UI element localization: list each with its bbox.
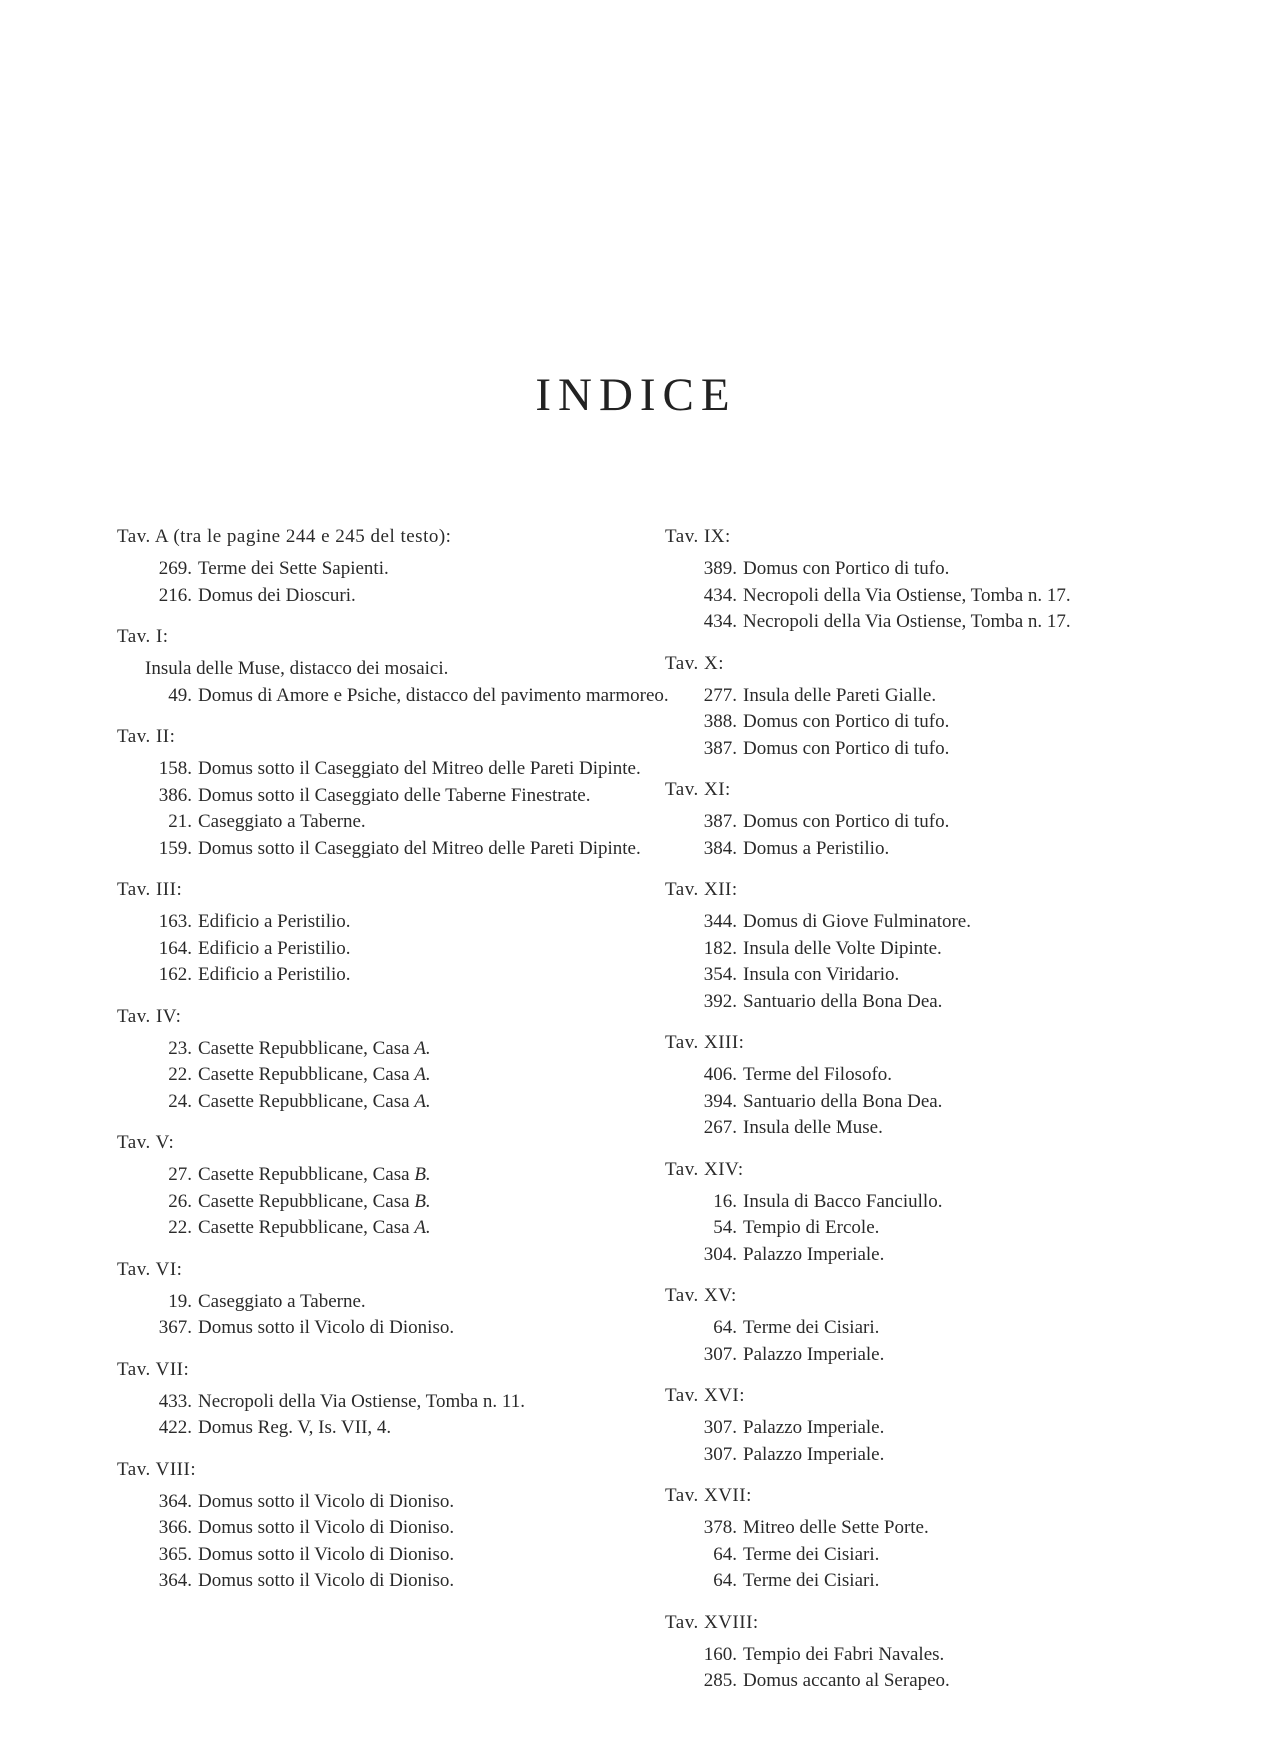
index-section [665,1610,1165,1695]
index-column-right [665,524,1165,1710]
plate-heading: Tav. VIII: [117,1458,197,1480]
figure-number: 367. [158,1317,192,1338]
entry-text [743,911,971,932]
index-column-left [117,524,669,1610]
entry-italic-letter: B. [414,1190,431,1212]
index-section [665,1483,1165,1595]
entry-label: Domus accanto al Serapeo. [743,1670,950,1691]
figure-number: 388. [703,711,737,732]
index-entry [665,609,1165,636]
index-entry [665,809,1165,836]
entry-label: Caseggiato a Taberne. [198,1290,366,1312]
entry-text [743,1217,879,1238]
entry-label: Necropoli della Via Ostiense, Tomba n. 17. [743,584,1071,606]
entry-label: Domus Reg. V, Is. VII, 4. [198,1417,392,1438]
figure-number: 307. [703,1417,737,1438]
plate-heading: Tav. A (tra le pagine 244 e 245 del testo): [117,526,452,547]
plate-heading: Tav. VII: [117,1358,190,1380]
entry-text [198,685,669,706]
index-entry [665,556,1165,583]
entry-text [743,1344,884,1365]
index-entry [117,1162,642,1189]
index-entry [117,1189,642,1216]
index-entry [117,756,642,783]
figure-number: 160. [703,1643,737,1665]
index-entry [117,1389,642,1416]
entry-text [145,658,448,679]
figure-number: 54. [713,1217,737,1238]
index-entry [665,1242,1165,1269]
figure-number: 22. [168,1217,192,1238]
index-entry [665,936,1165,963]
entry-text [198,1317,454,1338]
index-entry [665,1115,1165,1142]
index-section [117,1357,642,1442]
figure-number: 19. [168,1290,192,1312]
figure-number: 158. [158,758,192,779]
index-entry [665,1089,1165,1116]
entry-label: Edificio a Peristilio. [198,964,351,985]
index-entry [665,736,1165,763]
plate-heading: Tav. III: [117,879,183,900]
entry-italic-letter: A. [414,1090,431,1112]
index-entry [665,683,1165,710]
entry-label: Domus sotto il Vicolo di Dioniso. [198,1490,455,1512]
figure-number: 434. [703,584,737,606]
figure-number: 389. [703,558,737,579]
entry-label: Casette Repubblicane, Casa [198,1064,415,1085]
figure-number: 22. [168,1064,192,1085]
figure-number: 344. [703,911,737,932]
index-section [117,1257,642,1342]
entry-label: Mitreo delle Sette Porte. [743,1517,929,1538]
entry-label: Terme del Filosofo. [743,1064,893,1085]
entry-label: Palazzo Imperiale. [743,1243,885,1265]
figure-number: 285. [703,1670,737,1691]
entry-label: Edificio a Peristilio. [198,937,351,959]
figure-number: 162. [158,964,192,985]
entry-text [743,1117,883,1138]
figure-number: 23. [168,1037,192,1059]
entry-label: Domus sotto il Caseggiato del Mitreo delle Pareti Dipinte. [198,758,641,779]
figure-number: 64. [713,1543,737,1565]
figure-number: 422. [158,1417,192,1438]
entry-text [198,1291,366,1312]
entry-text [743,1544,879,1565]
entry-text [198,811,366,832]
entry-label: Domus di Amore e Psiche, distacco del pavimento marmoreo. [198,684,669,706]
index-entry [665,583,1165,610]
figure-number: 307. [703,1343,737,1365]
entry-text [198,1164,431,1185]
plate-heading: Tav. II: [117,726,176,747]
entry-label: Domus di Giove Fulminatore. [743,911,971,932]
index-section [117,624,669,709]
figure-number: 364. [158,1570,192,1591]
index-section [665,1157,1165,1269]
figure-number: 304. [703,1243,737,1265]
entry-label: Domus sotto il Vicolo di Dioniso. [198,1517,455,1538]
entry-text [743,1244,884,1265]
entry-label: Insula delle Volte Dipinte. [743,937,942,959]
entry-text [743,711,949,732]
figure-number: 364. [158,1490,192,1512]
index-section [117,1130,642,1242]
index-section [665,1283,1165,1368]
index-entry [665,1215,1165,1242]
figure-number: 26. [168,1190,192,1212]
index-section [117,1457,642,1595]
index-entry [665,1189,1165,1216]
entry-label: Domus con Portico di tufo. [743,711,950,732]
entry-text [743,1064,892,1085]
index-entry [665,1542,1165,1569]
index-entry [665,709,1165,736]
entry-text [743,991,942,1012]
entry-label: Tempio di Ercole. [743,1217,880,1238]
entry-label: Terme dei Cisiari. [743,1570,880,1591]
figure-number: 392. [703,990,737,1012]
plate-heading: Tav. XVII: [665,1485,752,1506]
plate-heading: Tav. XII: [665,879,738,900]
index-entry [117,556,642,583]
index-entry [665,1315,1165,1342]
entry-text [198,838,641,859]
figure-number: 24. [168,1090,192,1112]
figure-number: 182. [703,937,737,959]
plate-heading: Tav. XIV: [665,1158,744,1180]
entry-italic-letter: B. [414,1164,431,1185]
index-entry [665,1415,1165,1442]
entry-label: Tempio dei Fabri Navales. [743,1643,945,1665]
entry-label: Domus con Portico di tufo. [743,558,950,579]
entry-label: Domus con Portico di tufo. [743,737,950,759]
figure-number: 384. [703,837,737,859]
entry-label: Necropoli della Via Ostiense, Tomba n. 11. [198,1390,525,1412]
index-entry [117,1089,642,1116]
index-entry [117,1489,642,1516]
entry-italic-letter: A. [414,1064,431,1085]
entry-label: Casette Repubblicane, Casa [198,1090,415,1112]
index-entry [117,583,642,610]
index-entry [117,683,669,710]
entry-label: Terme dei Cisiari. [743,1543,880,1565]
page-title: INDICE [535,369,737,421]
entry-text [743,1417,884,1438]
entry-label: Terme dei Sette Sapienti. [198,558,389,579]
figure-number: 365. [158,1543,192,1565]
entry-text [743,1091,942,1112]
plate-heading: Tav. I: [117,626,169,647]
figure-number: 163. [158,911,192,932]
figure-number: 386. [158,784,192,806]
index-entry [665,1442,1165,1469]
entry-label: Casette Repubblicane, Casa [198,1164,415,1185]
entry-italic-letter: A. [414,1217,431,1238]
entry-label: Domus sotto il Caseggiato del Mitreo delle Pareti Dipinte. [198,837,641,859]
figure-number: 216. [158,584,192,606]
index-section [117,877,642,989]
entry-label: Edificio a Peristilio. [198,911,351,932]
entry-label: Palazzo Imperiale. [743,1443,885,1465]
entry-label: Terme dei Cisiari. [743,1317,880,1338]
figure-number: 394. [703,1090,737,1112]
plate-heading: Tav. VI: [117,1258,183,1280]
index-entry [665,1568,1165,1595]
plate-heading: Tav. XVI: [665,1385,746,1406]
index-entry [665,1515,1165,1542]
entry-text [743,685,936,706]
figure-number: 406. [703,1064,737,1085]
figure-number: 354. [703,964,737,985]
index-entry [117,1289,642,1316]
entry-label: Domus sotto il Vicolo di Dioniso. [198,1570,455,1591]
figure-number: 387. [703,737,737,759]
entry-text [198,1191,431,1212]
entry-text [743,938,942,959]
entry-text [198,938,351,959]
plate-heading: Tav. IX: [665,526,731,547]
index-entry [117,1568,642,1595]
index-entry [665,836,1165,863]
figure-number: 21. [168,811,192,832]
index-entry [117,962,642,989]
entry-label: Santuario della Bona Dea. [743,990,943,1012]
entry-label: Palazzo Imperiale. [743,1343,885,1365]
entry-label: Caseggiato a Taberne. [198,811,366,832]
entry-text [198,1391,525,1412]
entry-text [743,1191,942,1212]
entry-label: Casette Repubblicane, Casa [198,1217,415,1238]
entry-text [743,558,949,579]
index-entry [117,1315,642,1342]
entry-label: Domus dei Dioscuri. [198,584,356,606]
figure-number: 307. [703,1443,737,1465]
plate-heading: Tav. X: [665,652,724,674]
index-entry [665,909,1165,936]
figure-number: 64. [713,1570,737,1591]
entry-text [198,1091,431,1112]
entry-label: Palazzo Imperiale. [743,1417,885,1438]
index-entry [117,1036,642,1063]
entry-text [198,911,351,932]
entry-text [743,1444,884,1465]
index-entry [117,783,642,810]
index-entry [665,1062,1165,1089]
index-section [117,524,642,609]
figure-number: 387. [703,811,737,832]
index-entry [665,1642,1165,1669]
plate-heading: Tav. V: [117,1132,175,1153]
index-entry [117,656,642,683]
index-entry [117,1415,642,1442]
entry-text [198,585,356,606]
entry-text [743,1517,929,1538]
index-section [665,777,1165,862]
figure-number: 27. [168,1164,192,1185]
figure-number: 16. [713,1190,737,1212]
entry-label: Insula delle Pareti Gialle. [743,684,937,706]
index-section [665,1030,1165,1142]
entry-text [198,1217,431,1238]
figure-number: 366. [158,1517,192,1538]
index-section [665,1383,1165,1468]
plate-heading: Tav. IV: [117,1005,182,1027]
index-entry [117,1062,642,1089]
index-section [117,724,642,862]
index-section [665,651,1165,763]
entry-text [743,738,949,759]
entry-text [198,1517,454,1538]
index-section [665,524,1165,636]
entry-text [743,1570,879,1591]
entry-text [743,611,1071,632]
entry-label: Domus sotto il Vicolo di Dioniso. [198,1317,455,1338]
figure-number: 164. [158,937,192,959]
plate-heading: Tav. XI: [665,779,731,800]
index-entry [665,989,1165,1016]
figure-number: 64. [713,1317,737,1338]
entry-label: Domus con Portico di tufo. [743,811,950,832]
entry-text [743,811,949,832]
figure-number: 378. [703,1517,737,1538]
entry-text [198,1570,454,1591]
figure-number: 269. [158,558,192,579]
entry-label: Insula con Viridario. [743,964,900,985]
index-entry [117,1542,642,1569]
figure-number: 433. [158,1390,192,1412]
entry-text [743,1670,950,1691]
entry-text [198,1491,454,1512]
entry-text [743,964,899,985]
entry-label: Casette Repubblicane, Casa [198,1037,415,1059]
entry-text [198,1417,391,1438]
entry-text [743,585,1071,606]
index-entry [117,809,642,836]
entry-label: Santuario della Bona Dea. [743,1090,943,1112]
entry-text [198,758,641,779]
entry-label: Insula delle Muse. [743,1117,883,1138]
index-entry [117,909,642,936]
index-entry [665,1668,1165,1695]
index-section [117,1004,642,1116]
entry-text [198,1544,454,1565]
entry-text [743,1317,879,1338]
entry-label: Necropoli della Via Ostiense, Tomba n. 17. [743,611,1071,632]
entry-text [743,838,889,859]
entry-label: Domus a Peristilio. [743,837,890,859]
plate-heading: Tav. XVIII: [665,1611,759,1633]
figure-number: 267. [703,1117,737,1138]
entry-label: Insula di Bacco Fanciullo. [743,1190,943,1212]
figure-number: 277. [703,684,737,706]
index-section [665,877,1165,1015]
entry-label: Domus sotto il Caseggiato delle Taberne Finestrate. [198,784,591,806]
entry-text [198,558,389,579]
entry-text [743,1644,944,1665]
figure-number: 434. [703,611,737,632]
plate-heading: Tav. XIII: [665,1032,745,1053]
figure-number: 49. [168,684,192,706]
entry-text [198,1064,431,1085]
index-entry [117,1515,642,1542]
entry-text [198,1038,431,1059]
entry-text [198,964,351,985]
figure-number: 159. [158,837,192,859]
index-entry [117,836,642,863]
index-entry [117,936,642,963]
plate-heading: Tav. XV: [665,1285,737,1306]
index-entry [665,1342,1165,1369]
index-entry [665,962,1165,989]
index-entry [117,1215,642,1242]
entry-text [198,785,591,806]
entry-italic-letter: A. [414,1037,431,1059]
entry-label: Insula delle Muse, distacco dei mosaici. [145,658,449,679]
entry-label: Domus sotto il Vicolo di Dioniso. [198,1543,455,1565]
entry-label: Casette Repubblicane, Casa [198,1190,415,1212]
